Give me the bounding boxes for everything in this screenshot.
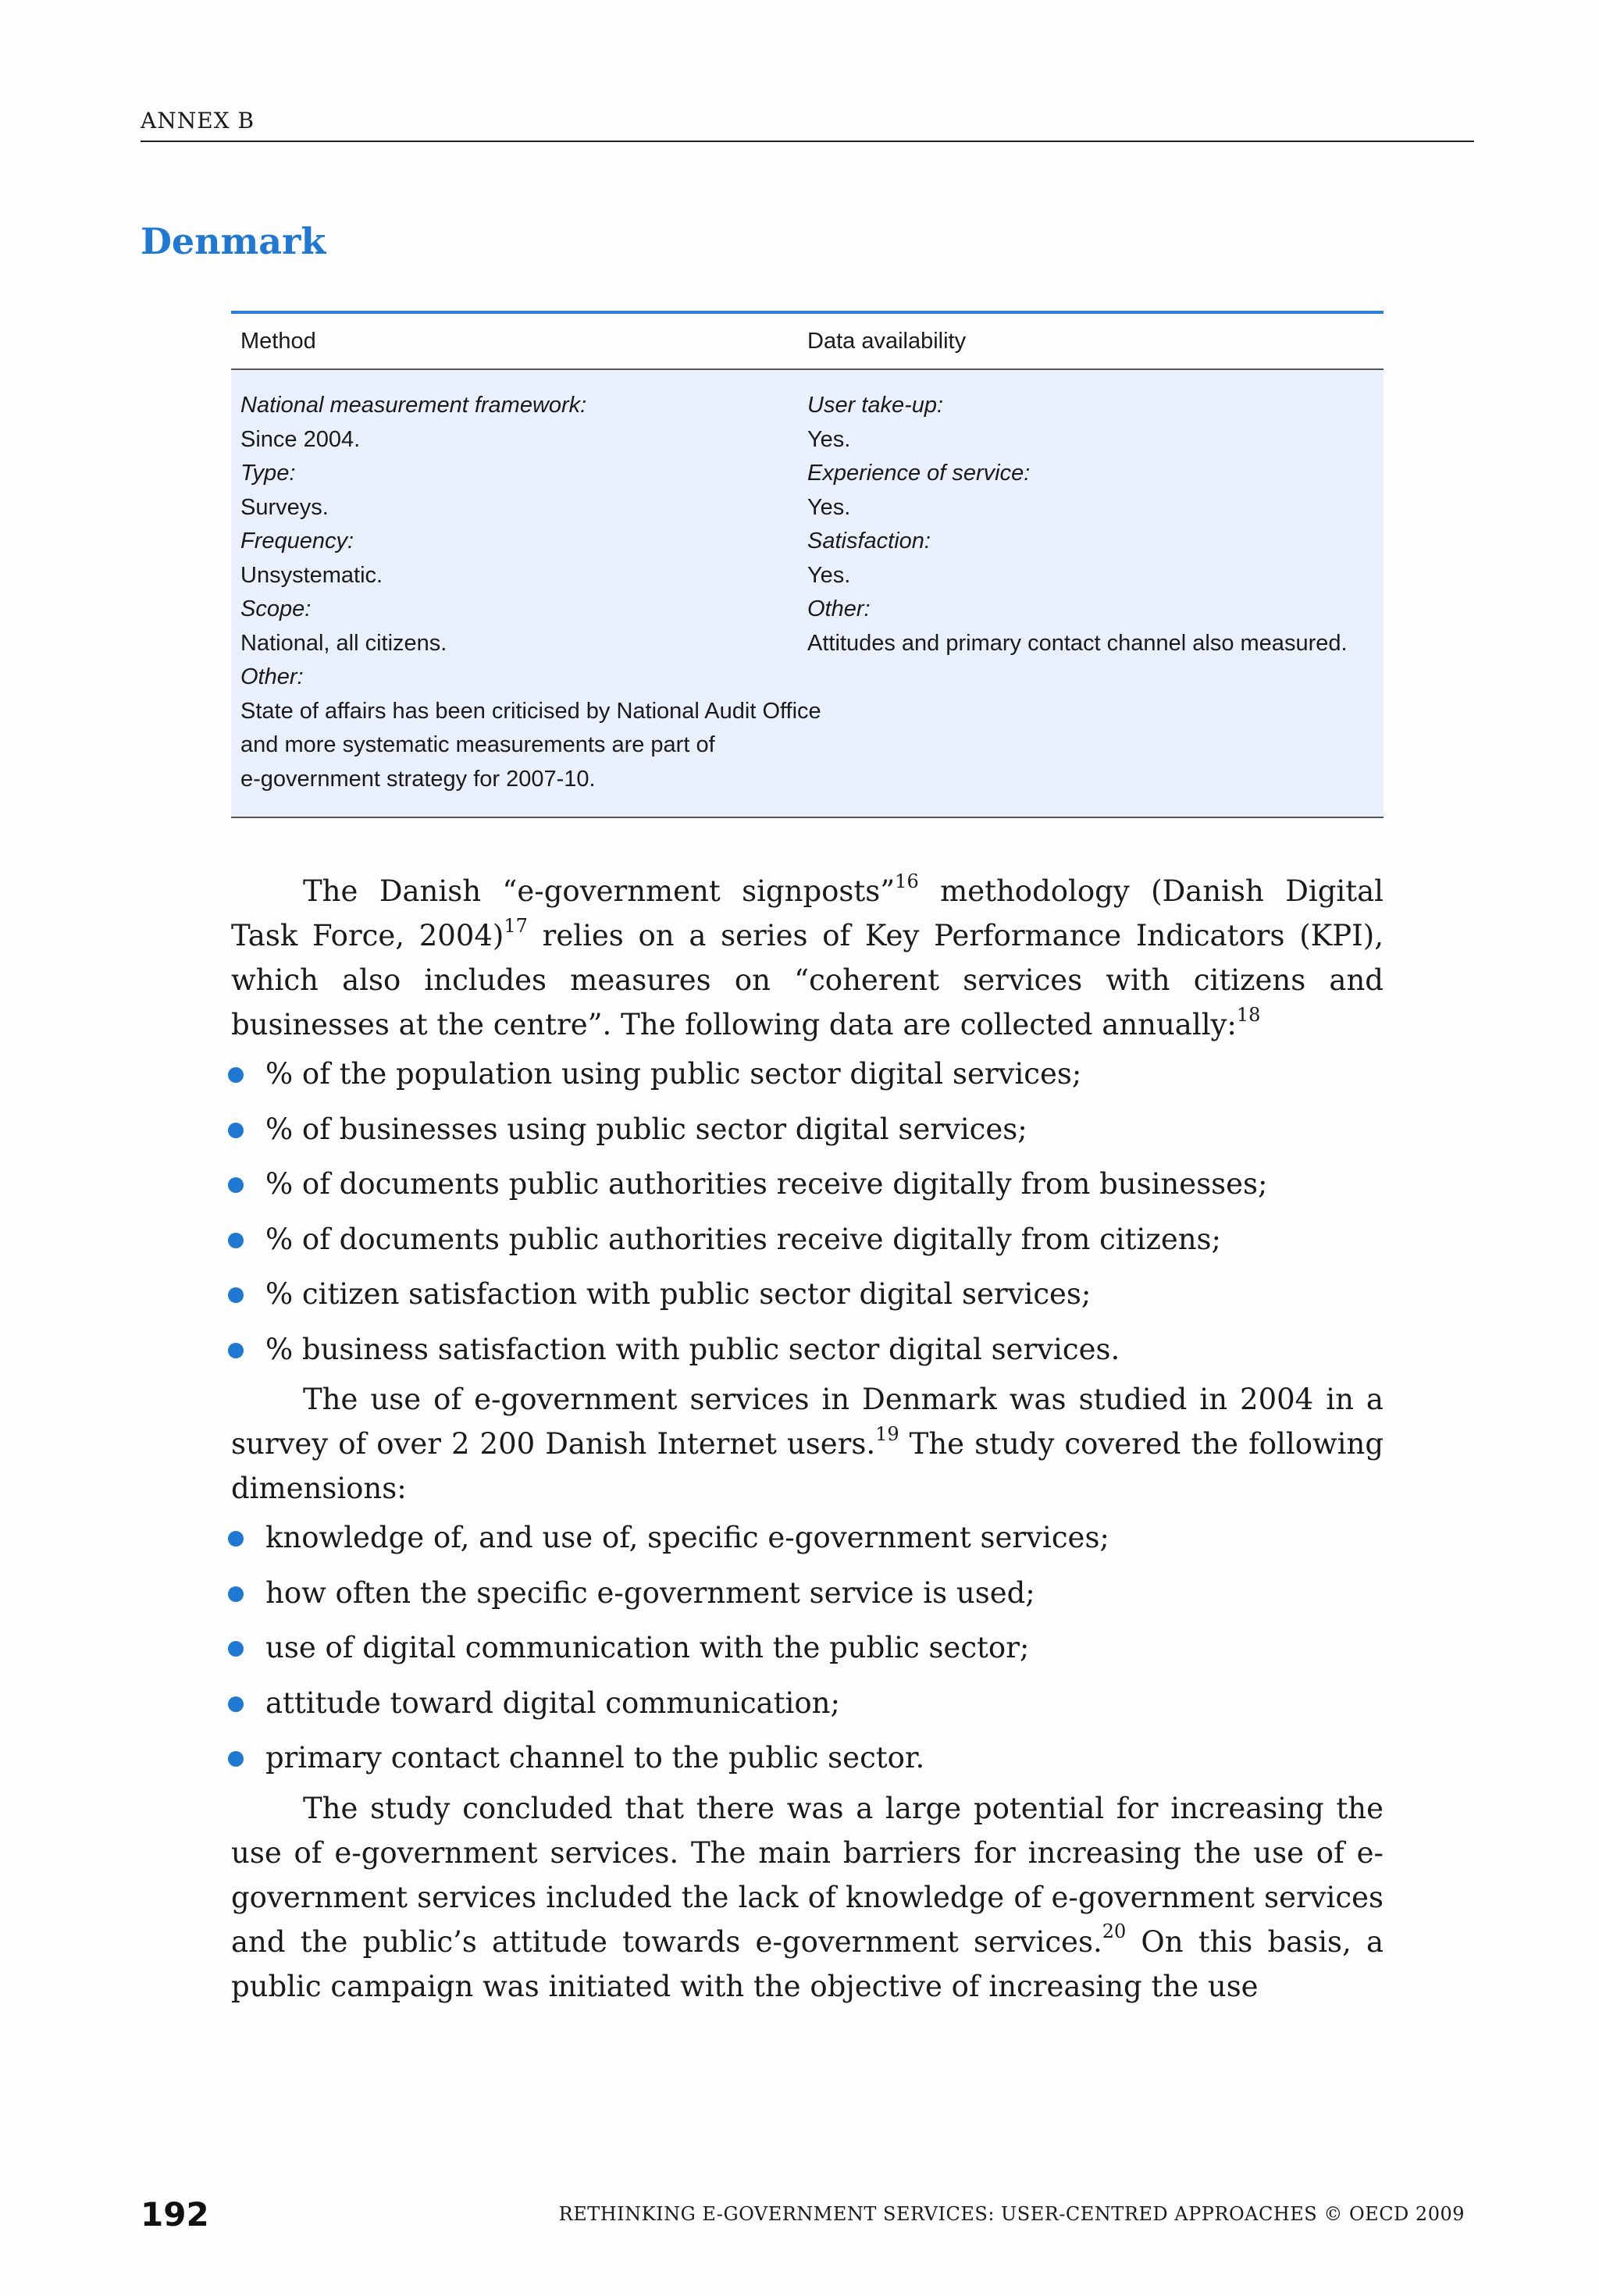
header-rule xyxy=(141,141,1474,142)
list-item xyxy=(228,1621,1384,1676)
availability-value: Yes. xyxy=(807,426,851,452)
list-item-text: % of the population using public sector digital services; xyxy=(265,1057,1082,1091)
footnote-ref: 18 xyxy=(1236,1003,1261,1026)
paragraph-survey xyxy=(231,1377,1384,1511)
table-header-method: Method xyxy=(240,328,316,354)
availability-value: Yes. xyxy=(807,562,851,588)
bullet-icon xyxy=(228,1067,244,1083)
list-item-text: use of digital communication with the public sector; xyxy=(265,1631,1030,1664)
footnote-ref: 19 xyxy=(875,1422,899,1445)
text-run: The study concluded that there was a large potential for increasing the use of e-government services. The main barriers for increasing the use of e-government services included the lack of knowledge of e-government services and the public’s attitude towards e-government services. xyxy=(231,1791,1384,1959)
method-value: National, all citizens. xyxy=(240,630,447,656)
text-run: The use of e-government services in Denmark was studied in 2004 in a survey of over 2 200 Danish Internet users. xyxy=(231,1383,1384,1461)
footnote-ref: 17 xyxy=(504,914,528,937)
paragraph-conclusion xyxy=(231,1786,1384,2009)
list-item xyxy=(228,1731,1384,1786)
table-cell-data-availability xyxy=(807,389,1384,796)
list-item xyxy=(228,1047,1384,1102)
availability-value: Attitudes and primary contact channel also measured. xyxy=(807,630,1348,656)
bullet-icon xyxy=(228,1177,244,1193)
bullet-icon xyxy=(228,1586,244,1602)
list-item-text: primary contact channel to the public sector. xyxy=(265,1741,925,1775)
list-item xyxy=(228,1212,1384,1268)
footnote-ref: 20 xyxy=(1102,1920,1127,1943)
text-run: The study covered the following dimensions: xyxy=(231,1427,1384,1505)
text-run: The Danish “e-government signposts” xyxy=(303,874,896,908)
text-run: On this basis, a public campaign was initiated with the objective of increasing the use xyxy=(231,1924,1384,2003)
list-item xyxy=(228,1676,1384,1732)
availability-label: Other: xyxy=(807,596,871,621)
availability-label: Experience of service: xyxy=(807,461,1031,486)
text-run: relies on a series of Key Performance Indicators (KPI), which also includes measures on “coherent services with citizens and businesses at the centre”. The following data are collected annually: xyxy=(231,919,1384,1041)
running-head: ANNEX B xyxy=(141,108,255,133)
footer-publication: RETHINKING E-GOVERNMENT SERVICES: USER-CENTRED APPROACHES © OECD 2009 xyxy=(558,2203,1465,2225)
method-value: and more systematic measurements are part of xyxy=(240,732,715,757)
list-item xyxy=(228,1511,1384,1566)
method-value: e-government strategy for 2007-10. xyxy=(240,766,596,792)
bullet-icon xyxy=(228,1123,244,1138)
body-text xyxy=(231,869,1384,2009)
method-value: State of affairs has been criticised by National Audit Office xyxy=(240,698,821,724)
availability-value: Yes. xyxy=(807,494,851,520)
bullet-icon xyxy=(228,1751,244,1767)
dimensions-list xyxy=(231,1511,1384,1786)
list-item xyxy=(228,1566,1384,1621)
method-value: Since 2004. xyxy=(240,426,361,452)
bullet-icon xyxy=(228,1287,244,1303)
page-number: 192 xyxy=(141,2195,209,2234)
table-header-row xyxy=(231,314,1384,370)
method-label: Type: xyxy=(240,461,296,486)
list-item-text: % of documents public authorities receive digitally from citizens; xyxy=(265,1222,1221,1256)
list-item-text: attitude toward digital communication; xyxy=(265,1686,840,1720)
list-item xyxy=(228,1267,1384,1322)
bullet-icon xyxy=(228,1233,244,1248)
method-label: Frequency: xyxy=(240,529,354,554)
method-label: National measurement framework: xyxy=(240,393,587,418)
availability-label: Satisfaction: xyxy=(807,529,931,554)
list-item xyxy=(228,1322,1384,1378)
bullet-icon xyxy=(228,1531,244,1547)
method-label: Other: xyxy=(240,664,304,689)
table-body-row xyxy=(231,370,1384,817)
text-run: methodology (Danish Digital Task Force, 2004) xyxy=(231,874,1384,952)
table-header-data-availability: Data availability xyxy=(807,328,967,354)
table-cell-method xyxy=(231,389,821,796)
list-item xyxy=(228,1157,1384,1212)
list-item-text: % citizen satisfaction with public sector digital services; xyxy=(265,1277,1092,1311)
list-item-text: % business satisfaction with public sector digital services. xyxy=(265,1332,1120,1366)
footnote-ref: 16 xyxy=(895,870,919,892)
list-item-text: how often the specific e-government service is used; xyxy=(265,1575,1035,1610)
list-item-text: % of businesses using public sector digital services; xyxy=(265,1112,1027,1146)
kpi-list xyxy=(231,1047,1384,1377)
method-label: Scope: xyxy=(240,596,312,621)
method-value: Surveys. xyxy=(240,494,329,520)
availability-label: User take-up: xyxy=(807,393,944,418)
section-title: Denmark xyxy=(141,220,326,262)
method-value: Unsystematic. xyxy=(240,562,383,588)
paragraph-signposts xyxy=(231,869,1384,1047)
bullet-icon xyxy=(228,1343,244,1358)
list-item xyxy=(228,1102,1384,1158)
bullet-icon xyxy=(228,1696,244,1712)
list-item-text: knowledge of, and use of, specific e-government services; xyxy=(265,1521,1109,1554)
method-table xyxy=(231,311,1384,818)
bullet-icon xyxy=(228,1641,244,1657)
list-item-text: % of documents public authorities receive digitally from businesses; xyxy=(265,1167,1268,1201)
